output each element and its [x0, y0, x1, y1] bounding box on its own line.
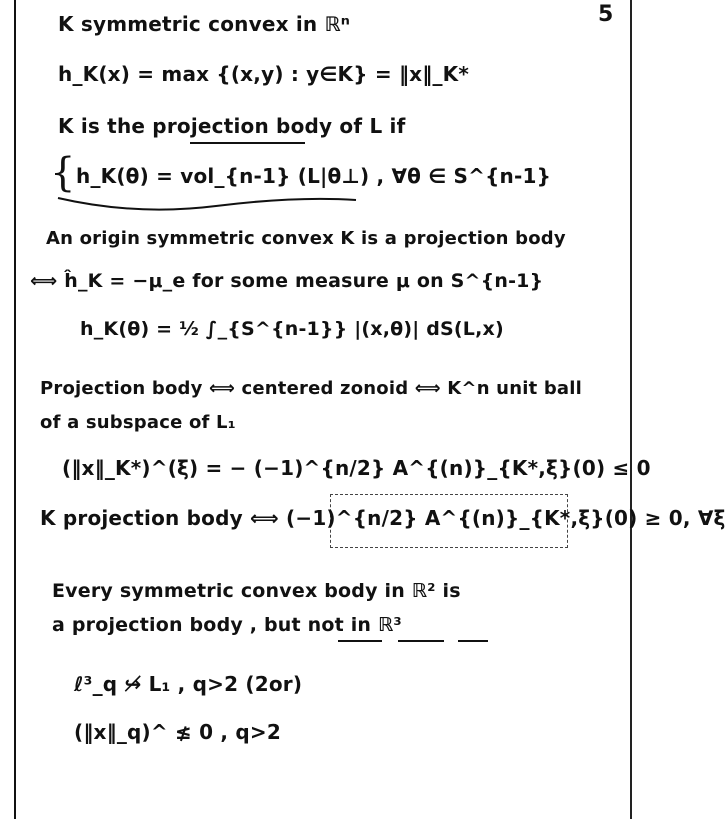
note-line-2: h_K(x) = max {(x,y) : y∈K} = ‖x‖_K* — [58, 62, 470, 86]
wavy-underline — [56, 190, 396, 220]
underline-but — [338, 640, 382, 642]
page-right-edge — [630, 0, 632, 819]
note-line-14: ℓ³_q ↪̸ L₁ , q>2 (2or) — [74, 672, 303, 696]
note-line-11: K projection body ⟺ (−1)^{n/2} A^{(n)}_{K*,ξ}(0) ≥ 0, ∀ξ — [40, 506, 726, 530]
note-line-12: Every symmetric convex body in ℝ² is — [52, 580, 461, 602]
left-brace-mark: { — [50, 150, 76, 196]
note-line-3: K is the projection body of L if — [58, 114, 406, 138]
note-line-5: An origin symmetric convex K is a projection body — [46, 228, 566, 249]
note-line-7: h_K(θ) = ½ ∫_{S^{n-1}} |(x,θ)| dS(L,x) — [80, 318, 504, 340]
note-line-8: Projection body ⟺ centered zonoid ⟺ K^n unit ball — [40, 378, 583, 399]
page-left-edge — [14, 0, 16, 819]
underline-projection — [190, 142, 305, 144]
note-line-13: a projection body , but not in ℝ³ — [52, 614, 402, 636]
note-line-9: of a subspace of L₁ — [40, 412, 236, 433]
note-line-1: K symmetric convex in ℝⁿ — [58, 12, 351, 36]
note-line-15: (‖x‖_q)^ ≰ 0 , q>2 — [74, 720, 281, 744]
note-line-4: h_K(θ) = vol_{n-1} (L|θ⊥) , ∀θ ∈ S^{n-1} — [76, 164, 552, 188]
note-line-10: (‖x‖_K*)^(ξ) = − (−1)^{n/2} A^{(n)}_{K*,ξ}(0) ≤ 0 — [62, 456, 651, 480]
underline-not — [398, 640, 444, 642]
note-line-6: ⟺ ĥ_K = −μ_e for some measure μ on S^{n-1} — [30, 270, 544, 292]
underline-in — [458, 640, 488, 642]
page-number: 5 — [598, 2, 614, 27]
